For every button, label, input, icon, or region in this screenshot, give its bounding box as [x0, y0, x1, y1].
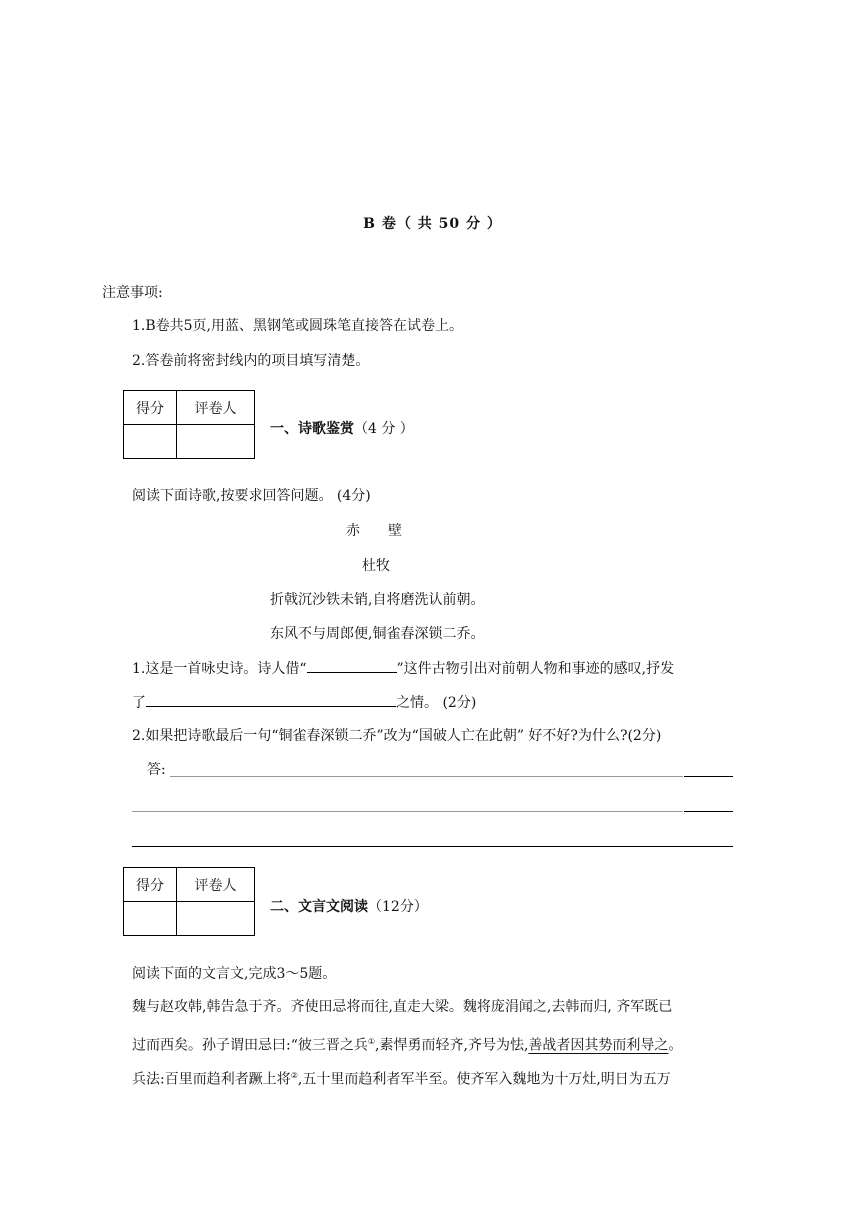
- underlined-sentence: 善战者因其势而利导之: [528, 1037, 669, 1054]
- question-2: 2.如果把诗歌最后一句“铜雀春深锁二乔”改为“国破人亡在此朝” 好不好?为什么?(2分): [132, 728, 662, 744]
- poem-line-2: 东风不与周郎便,铜雀春深锁二乔。: [270, 626, 485, 642]
- score-label: 得分: [124, 868, 177, 902]
- section1-points: （4 分 ）: [354, 421, 414, 437]
- answer-label: 答:: [147, 762, 166, 778]
- answer-line-3[interactable]: [132, 846, 733, 847]
- section1-header: [270, 419, 414, 439]
- passage-line-3: [132, 1066, 671, 1090]
- question-1-text-d: 之情。 (2分): [396, 695, 477, 711]
- blank-1[interactable]: [307, 658, 397, 673]
- passage-text: 兵法:百里而趋利者蹶上将: [132, 1071, 291, 1088]
- answer-line-2[interactable]: [132, 811, 683, 812]
- grader-label: 评卷人: [177, 868, 255, 902]
- grader-cell: [177, 425, 255, 459]
- score-table-1: [123, 390, 255, 459]
- passage-text: ,素悍勇而轻齐,齐号为怯,: [375, 1037, 529, 1054]
- section1-intro: 阅读下面诗歌,按要求回答问题。 (4分): [132, 488, 371, 504]
- answer-line-1-end: [684, 776, 733, 777]
- question-1-text-b: ”这件古物引出对前朝人物和事迹的感叹,抒发: [396, 661, 675, 677]
- passage-text: ,五十里而趋利者军半至。使齐军入魏地为十万灶,明日为五万: [297, 1071, 671, 1088]
- section2-title: 二、文言文阅读: [270, 899, 368, 915]
- score-cell: [124, 902, 177, 936]
- footnote-marker: ①: [367, 1037, 376, 1046]
- blank-2[interactable]: [146, 692, 396, 707]
- notice-item-2: 2.答卷前将密封线内的项目填写清楚。: [132, 353, 370, 369]
- notice-title: 注意事项:: [102, 285, 163, 301]
- passage-line-2: [132, 1032, 682, 1056]
- grader-label: 评卷人: [177, 391, 255, 425]
- poem-author: 杜牧: [362, 558, 390, 574]
- section2-header: [270, 897, 428, 917]
- question-1-text-c: 了: [132, 695, 146, 711]
- question-1-line-2: [132, 692, 476, 713]
- footnote-marker: ②: [290, 1071, 298, 1080]
- notice-item-1: 1.B卷共5页,用蓝、黑钢笔或圆珠笔直接答在试卷上。: [132, 318, 464, 334]
- passage-line-1: 魏与赵攻韩,韩告急于齐。齐使田忌将而往,直走大梁。魏将庞涓闻之,去韩而归, 齐军既已: [132, 999, 673, 1015]
- answer-line-1[interactable]: [170, 776, 683, 777]
- question-1-text-a: 1.这是一首咏史诗。诗人借“: [132, 661, 307, 677]
- score-cell: [124, 425, 177, 459]
- answer-line-2-end: [684, 811, 733, 812]
- score-table-2: [123, 867, 255, 936]
- passage-text: 。: [668, 1037, 683, 1054]
- page-heading: B 卷（ 共 50 分 ）: [363, 216, 502, 232]
- grader-cell: [177, 902, 255, 936]
- section1-title: 一、诗歌鉴赏: [270, 421, 354, 437]
- section2-intro: 阅读下面的文言文,完成3～5题。: [132, 966, 337, 982]
- score-label: 得分: [124, 391, 177, 425]
- section2-points: （12分）: [368, 899, 428, 915]
- poem-title: 赤 壁: [346, 523, 402, 539]
- poem-line-1: 折戟沉沙铁未销,自将磨洗认前朝。: [270, 592, 485, 608]
- passage-text: 过而西矣。孙子谓田忌曰:“彼三晋之兵: [132, 1037, 368, 1054]
- question-1-line-1: [132, 658, 674, 679]
